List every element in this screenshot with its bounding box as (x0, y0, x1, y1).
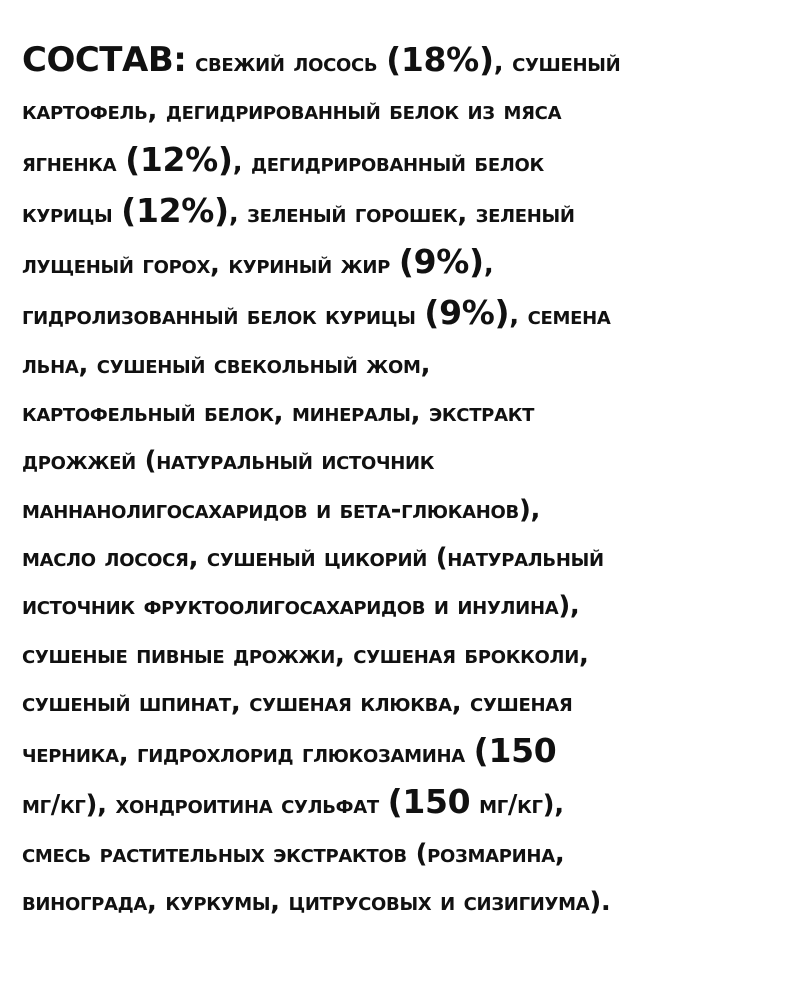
composition-line (22, 36, 784, 87)
composition-line (22, 238, 784, 289)
composition-line (22, 87, 784, 135)
composition-text-segment: смесь растительных экстрактов (розмарина, (22, 838, 565, 869)
composition-line (22, 341, 784, 389)
composition-percentage: (150 (387, 782, 471, 822)
composition-text-segment: лущеный горох, куриный жир (22, 250, 399, 281)
composition-percentage: (12%) (121, 190, 229, 230)
composition-percentage: (9%) (398, 242, 484, 282)
composition-text-segment: , дегидрированный белок (232, 147, 544, 178)
composition-text (22, 36, 784, 926)
composition-text-segment: сушеные пивные дрожжи, сушеная брокколи, (22, 639, 589, 670)
composition-line (22, 679, 784, 727)
composition-line (22, 136, 784, 187)
composition-percentage: (18%) (386, 40, 494, 79)
composition-line (22, 878, 784, 926)
composition-line (22, 534, 784, 582)
composition-line (22, 389, 784, 437)
composition-line (22, 631, 784, 679)
composition-text-segment: , семена (509, 301, 611, 332)
composition-text-segment: свежий лосось (186, 48, 387, 78)
composition-text-segment: черника, гидрохлорид глюкозамина (22, 739, 474, 770)
composition-text-segment: маннанолигосахаридов и бета-глюканов), (22, 494, 541, 525)
composition-line (22, 289, 784, 340)
composition-text-segment: масло лосося, сушеный цикорий (натуральный (22, 542, 604, 573)
composition-line (22, 727, 784, 778)
composition-text-segment: винограда, куркумы, цитрусовых и сизигиума). (22, 887, 611, 918)
composition-text-segment: мг/кг), хондроитина сульфат (22, 790, 388, 821)
composition-text-segment: картофельный белок, минералы, экстракт (22, 398, 535, 429)
composition-line (22, 486, 784, 534)
composition-text-segment: , (483, 250, 494, 281)
composition-line (22, 187, 784, 238)
composition-line (22, 778, 784, 829)
composition-text-segment: дрожжей (натуральный источник (22, 446, 435, 477)
composition-percentage: (150 (473, 731, 557, 771)
composition-heading: СОСТАВ: (22, 40, 187, 80)
composition-text-segment: гидролизованный белок курицы (22, 301, 425, 332)
composition-text-segment: ягненка (22, 147, 126, 178)
composition-text-segment: источник фруктоолигосахаридов и инулина), (22, 591, 580, 622)
composition-text-segment: льна, сушеный свекольный жом, (22, 349, 431, 380)
composition-text-segment: , зеленый горошек, зеленый (228, 198, 575, 229)
composition-line (22, 830, 784, 878)
composition-line (22, 582, 784, 630)
composition-line (22, 437, 784, 485)
composition-text-segment: сушеный шпинат, сушеная клюква, сушеная (22, 687, 573, 718)
composition-text-segment: , сушеный (493, 48, 621, 78)
composition-text-segment: картофель, дегидрированный белок из мяса (22, 96, 562, 127)
composition-percentage: (12%) (125, 139, 233, 179)
composition-text-segment: курицы (22, 198, 122, 229)
composition-percentage: (9%) (424, 293, 510, 333)
composition-text-segment: мг/кг), (470, 790, 564, 821)
